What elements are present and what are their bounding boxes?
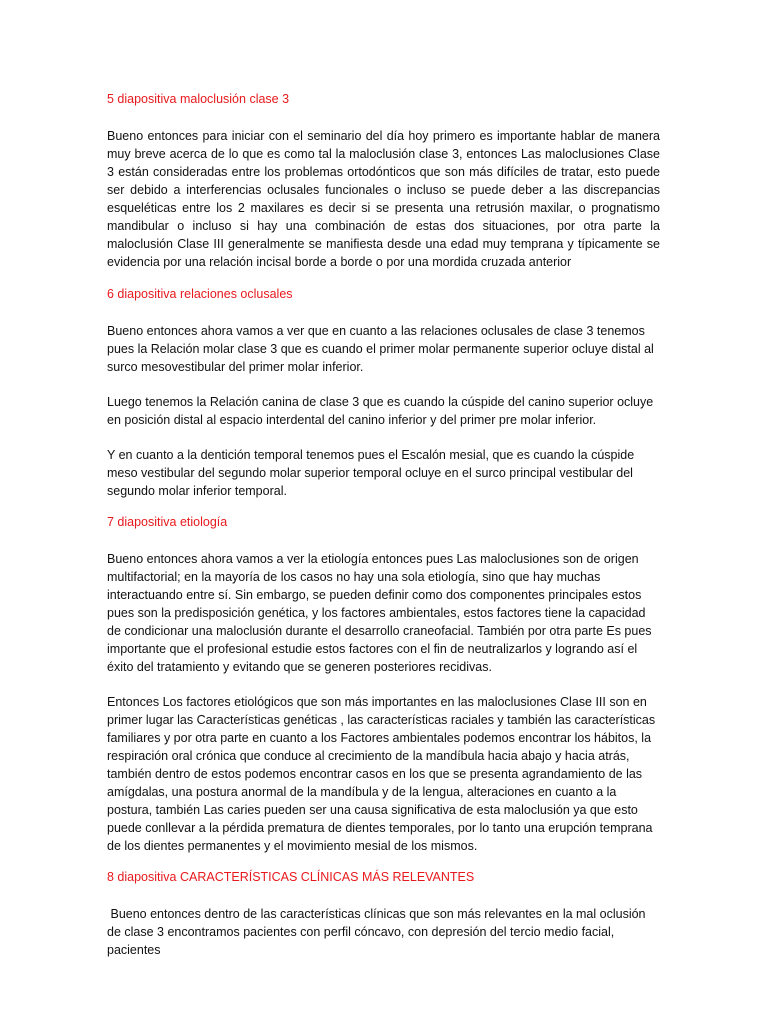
section-heading-relaciones-oclusales: 6 diapositiva relaciones oclusales [107, 287, 293, 301]
paragraph-denticion-temporal: Y en cuanto a la dentición temporal tenemos pues el Escalón mesial, que es cuando la cúspide meso vestibular del segundo molar superior temporal ocluye en el surco principal vestibular del segundo molar inferior temporal. [107, 448, 635, 498]
paragraph-factores-etiologicos: Entonces Los factores etiológicos que son más importantes en las maloclusiones Clase III son en primer lugar las Características genéticas , las características raciales y también las características familiares y por otra parte en cuanto a los Factores ambientales podemos encontrar los hábitos, la respiración oral crónica que conduce al crecimiento de la mandíbula hacia abajo y hacia atrás, también dentro de estos podemos encontrar casos en los que se presenta agrandamiento de las amígdalas, una postura anormal de la mandíbula y de la lengua, alteraciones en cuanto a la postura, también Las caries pueden ser una causa significativa de esta maloclusión ya que esto puede conllevar a la pérdida prematura de dientes temporales, por lo tanto una erupción temprana de los dientes permanentes y el movimiento mesial de los mismos. [107, 695, 656, 853]
paragraph-relacion-molar: Bueno entonces ahora vamos a ver que en cuanto a las relaciones oclusales de clase 3 tenemos pues la Relación molar clase 3 que es cuando el primer molar permanente superior ocluye distal al surco mesovestibular del primer molar inferior. [107, 324, 654, 374]
section-heading-caracteristicas-clinicas: 8 diapositiva CARACTERÍSTICAS CLÍNICAS MÁS RELEVANTES [107, 870, 475, 884]
paragraph-caracteristicas-clinicas: Bueno entonces dentro de las características clínicas que son más relevantes en la mal oclusión de clase 3 encontramos pacientes con perfil cóncavo, con depresión del tercio medio facial, pacientes [107, 907, 649, 957]
paragraph-relacion-canina: Luego tenemos la Relación canina de clase 3 que es cuando la cúspide del canino superior ocluye en posición distal al espacio interdental del canino inferior y del primer pre molar inferior. [107, 395, 654, 427]
section-heading-maloclusion: 5 diapositiva maloclusión clase 3 [107, 92, 290, 106]
paragraph-etiologia-origen: Bueno entonces ahora vamos a ver la etiología entonces pues Las maloclusiones son de origen multifactorial; en la mayoría de los casos no hay una sola etiología, sino que hay muchas interactuando entre sí. Sin embargo, se pueden definir como dos componentes principales estos pues son la predisposición genética, y los factores ambientales, estos factores tiene la capacidad de condicionar una maloclusión durante el desarrollo craneofacial. También por otra parte Es pues importante que el profesional estudie estos factores con el fin de neutralizarlos y logrando así el éxito del tratamiento y evitando que se generen posteriores recidivas. [107, 552, 652, 674]
paragraph-maloclusion-intro: Bueno entonces para iniciar con el seminario del día hoy primero es importante hablar de manera muy breve acerca de lo que es como tal la maloclusión clase 3, entonces Las maloclusiones Clase 3 están consideradas entre los problemas ortodónticos que son más difíciles de tratar, esto puede ser debido a interferencias oclusales funcionales o incluso se puede deber a las discrepancias esqueléticas entre los 2 maxilares es decir si se presenta una retrusión maxilar, o prognatismo mandibular o incluso si hay una combinación de estas dos situaciones, por otra parte la maloclusión Clase III generalmente se manifiesta desde una edad muy temprana y típicamente se evidencia por una relación incisal borde a borde o por una mordida cruzada anterior [107, 129, 660, 269]
section-heading-etiologia: 7 diapositiva etiología [107, 515, 228, 529]
document-page [107, 90, 660, 976]
